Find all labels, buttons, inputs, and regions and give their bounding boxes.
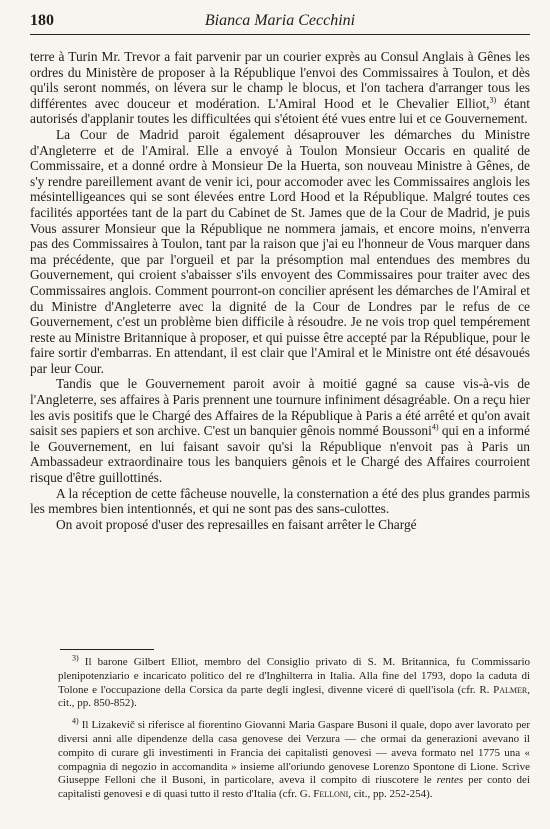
header-rule [30, 34, 530, 35]
footnote-4-text: Il Lizakevič si riferisce al fiorentino Giovanni Maria Gaspare Busoni il quale, dopo aver lavorato per diversi anni alle dipendenze della casa genovese dei Verzura — che ormai da generazioni avevano il compito di curare gli investimenti in Francia dei capitalisti genovesi — aveva formato nel 1775 una « compagnia di negozio in accomandita » insieme all'oriundo genovese Lorenzo Spontone di Lione. Scrive Giuseppe Felloni che il Busoni, in particolare, aveva il compito di riuscotere le [58, 719, 530, 787]
paragraph-1 [30, 49, 530, 127]
footnote-4-italic: rentes [436, 774, 464, 787]
paragraph-1-end: étant autorisés d'applanir toutes les difficultées qui s'étoient été vues entre lui et ce Gouvernement. [30, 95, 530, 127]
footnote-3-text: Il barone Gilbert Elliot, membro del Consiglio privato di S. M. Britannica, fu Commissario plenipotenziario e incaricato politico del re d'Inghilterra in Italia. Alla fine del 1793, dopo la caduta di Tolone e l'occupazione della Corsica da parte degli inglesi, divenne viceré di quell'isola (cfr. R. [58, 656, 530, 696]
paragraph-3 [30, 376, 530, 485]
footnote-rule [60, 649, 154, 650]
page-number: 180 [30, 12, 54, 29]
footnote-4 [58, 716, 530, 802]
footnote-4-text-cont: per conto dei capitalisti genovesi e di quasi tutto il resto d'Italia (cfr. G. [58, 774, 530, 801]
footnote-ref-3: 3) [489, 95, 497, 105]
footnote-3-author: Palmer [493, 683, 528, 696]
main-text [30, 49, 530, 532]
paragraph-4: A la réception de cette fâcheuse nouvelle, la consternation a été des plus grandes parmis les membres bien intentionnés, et qui ne sont pas des sans-culottes. [30, 485, 530, 517]
paragraph-3-text: Tandis que le Gouvernement paroit avoir à moitié gagné sa cause vis-à-vis de l'Angleterre, ses affaires à Paris prennent une tournure infiniment désagréable. On a reçu hier les avis positifs que le Chargé des Affaires de la République à Paris a été arrêté et qu'on avait saisit ses papiers et son archive. C'est un banquier gênois nommé Boussoni [30, 376, 530, 439]
footnote-4-citation: , cit., pp. 252-254). [348, 788, 433, 801]
running-title: Bianca Maria Cecchini [204, 12, 356, 29]
footnote-3 [58, 653, 530, 711]
paragraph-3-end: qui en a informé le Gouvernement, en lui faisant savoir qu'si la République n'envoit pas à Paris un Ambassadeur extraordinaire tous les banquiers gênois et le Chargé des Affaires courroient risque d'être guillottinés. [30, 423, 530, 486]
page-header [30, 12, 530, 34]
paragraph-2: La Cour de Madrid paroit également désaprouver les démarches du Ministre d'Angleterre et de l'Amiral. Elle a envoyé à Toulon Monsieur Occaris en qualité de Commissaire, et a donné ordre à Monsieur De la Huerta, son nouveau Ministre à Gênes, de s'y rendre pareillement avant de venir ici, pour accomoder avec les Commissaires anglois les mésintelligeances qui se sont élevées entre Lord Hood et la République. Malgré toutes ces facilités apportées tant de la part du Cabinet de St. James que de la Cour de Madrid, je puis Vous assurer Monsieur que la République ne nommera jamais, et encore moins, n'enverra pas des Commissaires à Toulon, tant par la raison que j'ai eu l'honneur de Vous marquer dans ma précédente, que par l'orgueil et par la présomption mal entendues des membres du Gouvernement, qui croient s'abaisser s'ils envoyent des Commissaires pour traiter avec des Commissaires anglois. Comment pourront-on concilier aprésent les démarches de l'Amiral et du Ministre d'Angleterre avec la dignité de la Cour de Londres par le refus de ce Gouvernement, c'est un problème bien difficile à résoudre. Je ne vois trop quel tempérement reste au Ministre Britannique à proposer, et qui puisse être accepté par la République, pour le faire sortir d'embarras. En attendant, il est clair que l'Amiral et le Ministre ont été désavoués par leur Cour. [30, 126, 530, 376]
footnote-3-mark: 3) [72, 653, 79, 663]
footnote-3-citation: , cit., pp. 850-852). [58, 683, 530, 710]
footnote-ref-4: 4) [431, 422, 439, 432]
footnote-4-mark: 4) [72, 716, 79, 726]
footnote-4-author: Felloni [313, 788, 349, 801]
paragraph-1-text: terre à Turin Mr. Trevor a fait parvenir par un courier exprès au Consul Anglais à Gênes les ordres du Ministère de proposer à la République l'envoi des Commissaires à Toulon, et dès qu'ils seront nommés, on lévera sur le champ le blocus, et l'on tachera d'arranger tous les différentes avec douceur et modération. L'Amiral Hood et le Chevalier Elliot, [30, 49, 530, 111]
footnotes [58, 653, 530, 802]
paragraph-5: On avoit proposé d'user des represailles en faisant arrêter le Chargé [56, 516, 417, 532]
